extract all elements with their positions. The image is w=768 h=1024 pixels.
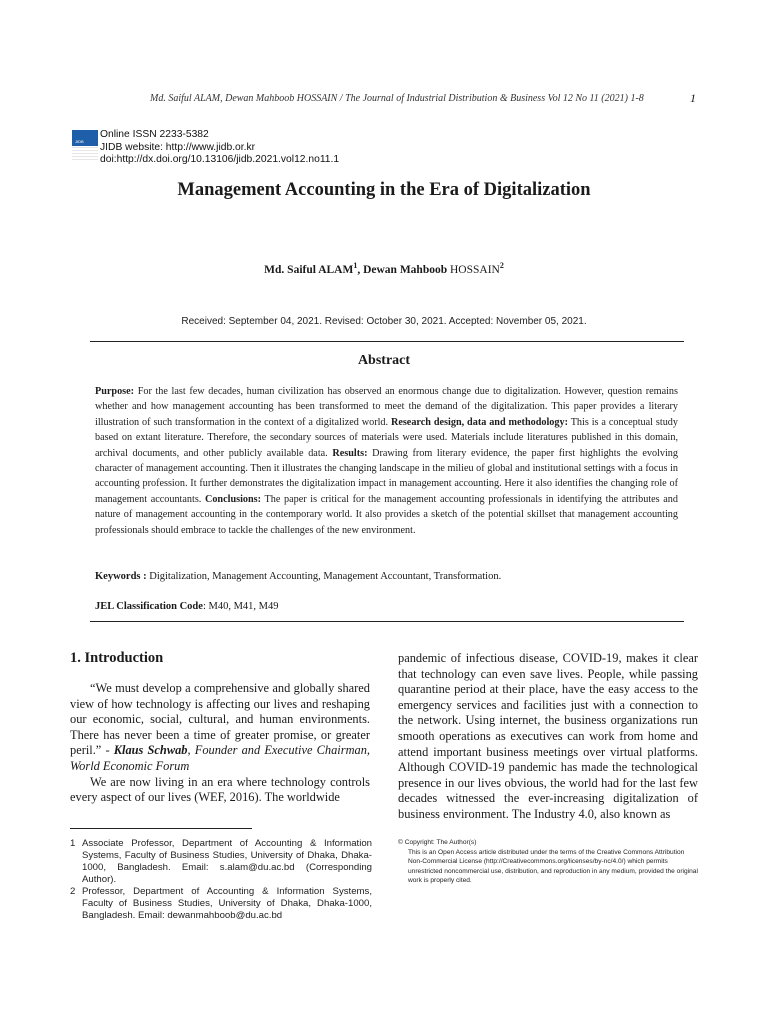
copyright-notice: [398, 838, 698, 886]
section-heading-introduction: 1. Introduction: [70, 650, 164, 666]
author1-affil: 1: [353, 261, 358, 271]
issn-block: [100, 129, 339, 167]
footnote-divider: [70, 828, 252, 829]
author1-surname: ALAM: [318, 264, 354, 276]
running-head: Md. Saiful ALAM, Dewan Mahboob HOSSAIN / The Journal of Industrial Distribution & Business Vol 12 No 11 (2021) 1-8: [150, 93, 644, 104]
jel-text: : M40, M41, M49: [202, 601, 279, 612]
abstract-heading: Abstract: [357, 353, 411, 368]
logo-text: JIDB: [75, 139, 84, 144]
received-dates: Received: September 04, 2021. Revised: October 30, 2021. Accepted: November 05, 2021.: [181, 316, 587, 327]
author-line: [0, 261, 768, 276]
footnote-number: 1: [70, 838, 76, 849]
quote-role: , Founder and Executive Chairman, World Economic Forum: [70, 743, 371, 773]
footnote-text: Associate Professor, Department of Accounting & Information Systems, Faculty of Business Studies, University of Dhaka, Dhaka-1000, Bangladesh. Email: s.alam@du.ac.bd (Corresponding Author).: [82, 838, 372, 885]
page-number: 1: [690, 91, 696, 105]
conclusions-text: The paper is critical for the management accounting professionals in identifying the attributes and nature of management accounting in the contemporary world. It also provides a sketch of the potential skillset that management accounting professionals should embrace to tackle the challenges of the new environment.: [95, 493, 678, 536]
divider-bottom: [90, 621, 684, 622]
license-text: This is an Open Access article distributed under the terms of the Creative Commons Attribution Non-Commercial License (http://Creativecommons.org/licenses/by-nc/4.0/) which permits unrestricted noncommercial use, distribution, and reproduction in any medium, provided the original work is properly cited.: [408, 848, 698, 885]
quote-text: “We must develop a comprehensive and globally shared view of how technology is affecting our lives and reshaping our economic, social, cultural, and human environments. There has never been a time of greater promise, or greater peril.” -: [70, 681, 370, 758]
design-text: This is a conceptual study based on extant literature. Therefore, the secondary sources of materials were used. Materials include literatures published in this domain, archival documents, and other publicly available data.: [95, 416, 678, 459]
keywords-label: Keywords :: [95, 571, 147, 582]
design-label: Research design, data and methodology:: [390, 416, 568, 428]
results-text: Drawing from literary evidence, the paper first highlights the evolving character of management accounting. Then it illustrates the changing landscape in the milieu of global and institutional settings with a focus in accounting profession. It further demonstrates the digitalization impact in management accounting. Here it also identifies the changing role of management accountants.: [95, 447, 678, 505]
footnote-1: [70, 838, 372, 886]
intro-quote: [70, 681, 370, 775]
intro-right-column: pandemic of infectious disease, COVID-19, makes it clear that technology can even save lives. People, while passing quarantine period at their place, have the easy access to the emergency services and facilities just with a connection to the network. Using internet, the business organizations run smooth operations as executives can work from home and attend important business meetings over virtual platforms. Although COVID-19 pandemic has made the technological presence in our lives obvious, the world had for the last few decades witnessed the ever-increasing digitalization of business environment. The Industry 4.0, also known as: [398, 651, 698, 821]
results-label: Results:: [332, 447, 368, 459]
purpose-label: Purpose:: [95, 386, 135, 397]
footnote-text: Professor, Department of Accounting & Information Systems, Faculty of Business Studies, University of Dhaka, Dhaka-1000, Bangladesh. Email: dewanmahboob@du.ac.bd: [82, 886, 372, 921]
jel-label: JEL Classification Code: [95, 601, 203, 612]
doi-line[interactable]: doi:http://dx.doi.org/10.13106/jidb.2021.vol12.no11.1: [100, 154, 340, 166]
abstract-body: [95, 384, 678, 538]
keywords-text: Digitalization, Management Accounting, Management Accountant, Transformation.: [146, 571, 502, 582]
divider-top: [90, 341, 684, 342]
intro-paragraph: We are now living in an era where technology controls every aspect of our lives (WEF, 2016). The worldwide: [70, 774, 370, 805]
journal-logo: [72, 130, 98, 162]
author1-name: Md. Saiful: [264, 264, 319, 276]
quote-author: Klaus Schwab: [113, 743, 188, 758]
footnotes: [70, 838, 372, 922]
footnote-2: [70, 886, 372, 922]
intro-left-column: [70, 681, 370, 806]
keywords: [95, 571, 678, 582]
issn-line: Online ISSN 2233-5382: [100, 129, 209, 140]
author2-affil: 2: [499, 261, 504, 271]
author2-name: , Dewan Mahboob: [357, 264, 450, 276]
copyright-line: © Copyright: The Author(s): [398, 839, 477, 846]
footnote-number: 2: [70, 886, 76, 897]
paper-title: Management Accounting in the Era of Digitalization: [177, 180, 591, 200]
conclusions-label: Conclusions:: [204, 493, 262, 505]
purpose-text: For the last few decades, human civilization has observed an enormous change due to digitalization. However, question remains whether and how management accounting has been transformed to meet the demand of the digitalization. This paper provides a literary illustration of such transformation in the context of a digitalized world.: [95, 386, 678, 428]
author2-surname: HOSSAIN: [449, 264, 500, 276]
jel-codes: [95, 601, 678, 612]
website-line[interactable]: JIDB website: http://www.jidb.or.kr: [100, 141, 256, 153]
